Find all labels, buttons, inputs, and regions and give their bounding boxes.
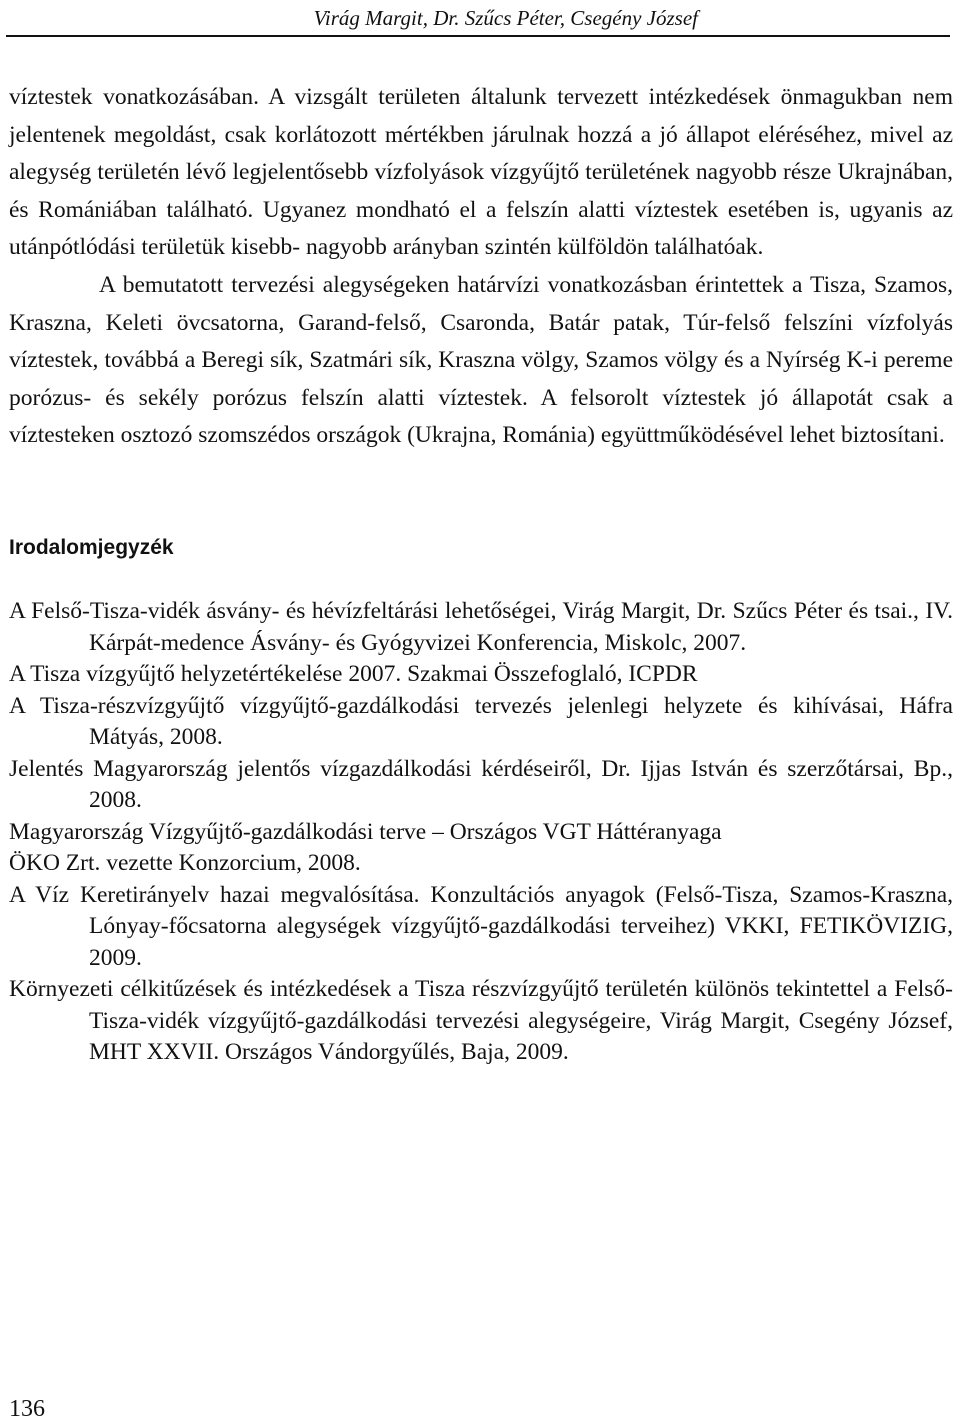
- bibliography-entry: A Víz Keretirányelv hazai megvalósítása. Konzultációs anyagok (Felső-Tisza, Szamos-Kraszna, Lónyay-főcsatorna alegységek vízgyűjtő-gazdálkodási terveihez) VKKI, FETIKÖVIZIG, 2009.: [9, 881, 953, 971]
- page-number: 136: [9, 1396, 45, 1422]
- bibliography-list: [9, 596, 953, 1069]
- bibliography-heading: Irodalomjegyzék: [9, 536, 174, 559]
- bibliography-entry: Környezeti célkitűzések és intézkedések a Tisza részvízgyűjtő területén különös tekintettel a Felső-Tisza-vidék vízgyűjtő-gazdálkodási tervezési alegységeire, Virág Margit, Csegény József, MHT XXVII. Országos Vándorgyűlés, Baja, 2009.: [9, 976, 953, 1065]
- body-paragraph: víztestek vonatkozásában. A vizsgált területen általunk tervezett intézkedések önmagukban nem jelentenek megoldást, csak korlátozott mértékben járulnak hozzá a jó állapot eléréséhez, mivel az alegység területén lévő legjelentősebb vízfolyások vízgyűjtő területének nagyobb része Ukrajnában, és Romániában található. Ugyanez mondható el a felszín alatti víztestek esetében is, ugyanis az utánpótlódási területük kisebb- nagyobb arányban szintén külföldön találhatóak.: [9, 84, 953, 261]
- bibliography-entry: Magyarország Vízgyűjtő-gazdálkodási terve – Országos VGT Háttéranyaga: [9, 818, 722, 845]
- body-text: [9, 79, 953, 455]
- bibliography-entry: Jelentés Magyarország jelentős vízgazdálkodási kérdéseiről, Dr. Ijjas István és szerzőtársai, Bp., 2008.: [9, 755, 953, 813]
- bibliography-entry: A Tisza-részvízgyűjtő vízgyűjtő-gazdálkodási tervezés jelenlegi helyzete és kihívásai, Háfra Mátyás, 2008.: [9, 692, 953, 750]
- bibliography: [9, 533, 953, 1069]
- header-rule: [6, 35, 950, 37]
- bibliography-entry: A Tisza vízgyűjtő helyzetértékelése 2007. Szakmai Összefoglaló, ICPDR: [9, 661, 698, 687]
- bibliography-entry: ÖKO Zrt. vezette Konzorcium, 2008.: [9, 850, 361, 876]
- running-title: Virág Margit, Dr. Szűcs Péter, Csegény József: [313, 6, 698, 30]
- body-paragraph: A bemutatott tervezési alegységeken határvízi vonatkozásban érintettek a Tisza, Szamos, Kraszna, Keleti övcsatorna, Garand-felső, Csaronda, Batár patak, Túr-felső felszíni vízfolyás víztestek, továbbá a Beregi sík, Szatmári sík, Kraszna völgy, Szamos völgy és a Nyírség K-i pereme porózus- és sekély porózus felszín alatti víztestek. A felsorolt víztestek jó állapotát csak a víztesteken osztozó szomszédos országok (Ukrajna, Románia) együttműködésével lehet biztosítani.: [9, 271, 953, 449]
- running-header: [0, 0, 960, 38]
- bibliography-entry: A Felső-Tisza-vidék ásvány- és hévízfeltárási lehetőségei, Virág Margit, Dr. Szűcs Péter és tsai., IV. Kárpát-medence Ásvány- és Gyógyvizei Konferencia, Miskolc, 2007.: [9, 598, 953, 656]
